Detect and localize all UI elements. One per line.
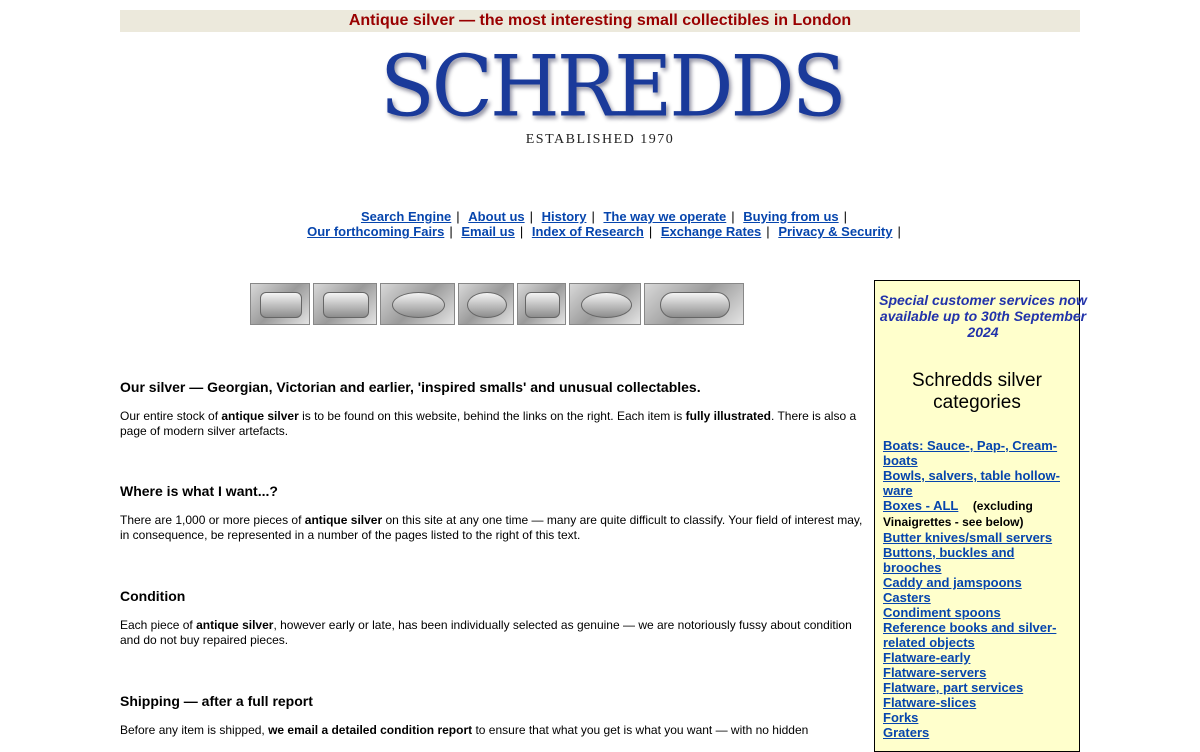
category-item <box>883 498 1073 530</box>
nav-exchange-rates[interactable]: Exchange Rates <box>660 224 762 239</box>
thumbnail-spoons[interactable] <box>644 283 744 325</box>
nav-search-engine[interactable]: Search Engine <box>360 209 452 224</box>
category-link-bowls[interactable]: Bowls, salvers, table hollow-ware <box>883 468 1060 498</box>
category-link-graters[interactable]: Graters <box>883 725 930 740</box>
category-item <box>883 665 1073 680</box>
category-link-forks[interactable]: Forks <box>883 710 919 725</box>
nav-separator: | <box>591 209 595 224</box>
category-item <box>883 605 1073 620</box>
category-link-flatware-slices[interactable]: Flatware-slices <box>883 695 977 710</box>
nav-separator: | <box>766 224 770 239</box>
section-heading: Shipping — after a full report <box>120 693 313 709</box>
logo-established: ESTABLISHED 1970 <box>525 132 675 147</box>
section-our-silver <box>120 378 870 439</box>
tagline: Antique silver — the most interesting small collectibles in London <box>348 12 852 29</box>
section-heading: Our silver — Georgian, Victorian and earlier, 'inspired smalls' and unusual collectables. <box>120 379 701 395</box>
section-where-is-what-i-want <box>120 482 870 543</box>
category-item <box>883 695 1073 710</box>
nav-separator: | <box>519 224 524 239</box>
section-shipping <box>120 692 870 738</box>
categories-title: Schredds silver categories <box>912 370 1042 413</box>
category-link-condiment-spoons[interactable]: Condiment spoons <box>883 605 1001 620</box>
category-link-butter-knives[interactable]: Butter knives/small servers <box>883 530 1053 545</box>
nav-separator: | <box>529 209 534 224</box>
category-item <box>883 530 1073 545</box>
nav-separator: | <box>731 209 735 224</box>
section-heading: Where is what I want...? <box>120 483 278 499</box>
category-link-buttons[interactable]: Buttons, buckles and brooches <box>883 545 1015 575</box>
category-link-boxes[interactable]: Boxes - ALL <box>883 498 959 513</box>
nav-about-us[interactable]: About us <box>468 209 525 224</box>
category-item <box>883 620 1073 650</box>
special-services-notice: Special customer services now available up to 30th September 2024 <box>879 292 1087 340</box>
nav-separator: | <box>843 209 848 224</box>
thumbnail-two-handled-cup[interactable] <box>458 283 514 325</box>
nav-separator: | <box>897 224 901 239</box>
categories-sidebar <box>874 280 1087 752</box>
category-list <box>883 438 1073 740</box>
nav-history[interactable]: History <box>541 209 587 224</box>
thumbnail-pierced-spoon[interactable] <box>569 283 641 325</box>
category-link-reference-books[interactable]: Reference books and silver-related objects <box>883 620 1057 650</box>
category-item <box>883 438 1073 468</box>
nav-index-of-research[interactable]: Index of Research <box>531 224 644 239</box>
category-item <box>883 650 1073 665</box>
nav-forthcoming-fairs[interactable]: Our forthcoming Fairs <box>307 224 445 239</box>
tagline-bar <box>120 10 1080 32</box>
thumbnail-vinaigrette-box[interactable] <box>250 283 310 325</box>
section-text: Our entire stock of antique silver is to be found on this website, behind the links on the right. Each item is fully illustrated. There is also a page of modern silver artefacts. <box>120 409 857 438</box>
category-item <box>883 545 1073 575</box>
nav-the-way-we-operate[interactable]: The way we operate <box>603 209 727 224</box>
category-item <box>883 725 1073 740</box>
category-link-casters[interactable]: Casters <box>883 590 931 605</box>
main-nav <box>0 209 1200 239</box>
nav-separator: | <box>648 224 653 239</box>
category-item <box>883 710 1073 725</box>
category-link-flatware-early[interactable]: Flatware-early <box>883 650 971 665</box>
category-link-caddy-spoons[interactable]: Caddy and jamspoons <box>883 575 1022 590</box>
category-item <box>883 590 1073 605</box>
category-link-boats[interactable]: Boats: Sauce-, Pap-, Cream-boats <box>883 438 1058 468</box>
nav-buying-from-us[interactable]: Buying from us <box>743 209 839 224</box>
section-condition <box>120 587 870 648</box>
site-logo[interactable] <box>380 37 844 156</box>
category-link-flatware-part-services[interactable]: Flatware, part services <box>883 680 1024 695</box>
nav-separator: | <box>456 209 460 224</box>
category-link-flatware-servers[interactable]: Flatware-servers <box>883 665 987 680</box>
category-note: (excluding Vinaigrettes - see below) <box>883 499 1033 529</box>
thumbnail-teapot[interactable] <box>380 283 455 325</box>
section-text: Each piece of antique silver, however early or late, has been individually selected as genuine — we are notoriously fussy about condition and do not buy repaired pieces. <box>120 618 852 647</box>
section-text: Before any item is shipped, we email a detailed condition report to ensure that what you get is what you want — with no hidden <box>120 723 809 737</box>
thumbnail-engraved-box[interactable] <box>313 283 377 325</box>
category-item <box>883 468 1073 498</box>
nav-separator: | <box>449 224 453 239</box>
logo-wordmark: SCHREDDS <box>380 37 844 136</box>
category-item <box>883 575 1073 590</box>
category-item <box>883 680 1073 695</box>
section-heading: Condition <box>120 588 186 604</box>
section-text: There are 1,000 or more pieces of antique silver on this site at any one time — many are quite difficult to classify. Your field of interest may, in consequence, be represented in a number of the pages listed to the right of this text. <box>120 513 863 542</box>
thumbnail-wine-label[interactable] <box>517 283 566 325</box>
nav-email-us[interactable]: Email us <box>461 224 515 239</box>
nav-privacy-security[interactable]: Privacy & Security <box>778 224 893 239</box>
